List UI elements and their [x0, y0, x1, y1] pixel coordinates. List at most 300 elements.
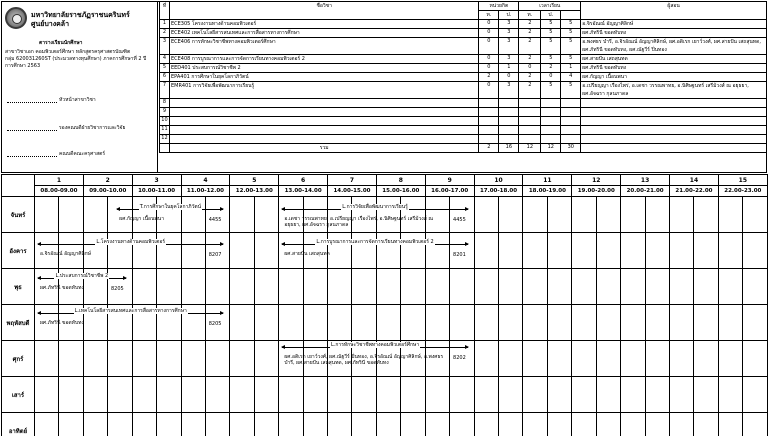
period-time: 09.00-10.00	[83, 186, 132, 197]
university-seal-icon	[5, 7, 27, 29]
time-slot	[108, 341, 132, 377]
course-cell-c4	[541, 117, 561, 126]
time-slot	[596, 413, 620, 436]
course-cell-c1: 0	[479, 82, 499, 99]
header-panel	[1, 1, 158, 173]
time-slot	[132, 413, 156, 436]
time-slot	[474, 233, 498, 269]
program-line-2: กลุ่ม 620031260ST (ประมวลทางทุนศึกษา) ภาคการศึกษาที่ 2 ปี	[5, 56, 147, 62]
time-slot	[499, 305, 523, 341]
course-cell-c2: 1	[499, 64, 519, 73]
course-cell-course: EPA401 การศึกษาในยุคโลกาภิวัตน์	[169, 73, 478, 82]
period-time: 18.00-19.00	[523, 186, 572, 197]
header-instructor: ผู้สอน	[581, 2, 767, 20]
period-number: 14	[670, 175, 719, 186]
time-slot	[59, 341, 83, 377]
time-slot	[254, 377, 278, 413]
course-cell-no: 1	[160, 20, 170, 29]
time-slot	[621, 305, 645, 341]
course-row	[160, 73, 767, 82]
time-slot	[230, 269, 254, 305]
course-cell-c3: 2	[519, 55, 541, 64]
class-name	[117, 203, 223, 211]
day-name: จันทร์	[2, 197, 35, 233]
period-time: 20.00-21.00	[621, 186, 670, 197]
time-slot	[132, 269, 156, 305]
time-slot	[718, 377, 742, 413]
course-cell-no: 10	[160, 117, 170, 126]
header-course: ชื่อวิชา	[169, 2, 478, 20]
time-slot	[547, 341, 571, 377]
time-slot	[572, 197, 596, 233]
course-cell-c5: 5	[561, 38, 581, 55]
time-slot	[743, 305, 767, 341]
day-name: อังคาร	[2, 233, 35, 269]
class-block[interactable]	[38, 309, 223, 335]
period-time: 11.00-12.00	[181, 186, 230, 197]
period-number: 5	[230, 175, 279, 186]
time-slot	[670, 233, 694, 269]
university-name: มหาวิทยาลัยราชภัฏราชนครินทร์	[31, 11, 130, 19]
period-time: 21.00-22.00	[670, 186, 719, 197]
time-slot	[743, 413, 767, 436]
class-name	[38, 307, 223, 315]
time-slot	[718, 413, 742, 436]
time-slot	[621, 233, 645, 269]
time-slot	[450, 269, 474, 305]
class-name	[282, 341, 467, 349]
time-slot	[35, 341, 59, 377]
total-cell: 2	[479, 144, 499, 153]
time-slot	[694, 197, 718, 233]
time-slot	[132, 341, 156, 377]
time-slot	[743, 341, 767, 377]
period-time: 14.00-15.00	[328, 186, 377, 197]
time-slot	[694, 413, 718, 436]
time-slot	[83, 377, 107, 413]
course-cell-c1	[479, 126, 499, 135]
course-cell-c5: 4	[561, 73, 581, 82]
course-cell-teacher: ผศ.ภัทรินี ขอดทับทง	[581, 64, 767, 73]
course-cell-c2	[499, 108, 519, 117]
time-slot	[254, 305, 278, 341]
period-number: 11	[523, 175, 572, 186]
class-block[interactable]	[282, 343, 467, 369]
time-slot	[230, 413, 254, 436]
course-cell-c3: 2	[519, 73, 541, 82]
time-slot	[694, 269, 718, 305]
course-cell-teacher	[581, 117, 767, 126]
time-slot	[596, 233, 620, 269]
course-cell-c3	[519, 135, 541, 144]
time-slot	[499, 269, 523, 305]
time-slot	[572, 305, 596, 341]
period-time: 08.00-09.00	[35, 186, 84, 197]
time-slot	[670, 413, 694, 436]
course-cell-course	[169, 135, 478, 144]
course-cell-no: 9	[160, 108, 170, 117]
course-cell-c4: 2	[541, 64, 561, 73]
class-room: 8205	[208, 320, 222, 327]
course-cell-c4: 5	[541, 20, 561, 29]
time-slot	[450, 377, 474, 413]
time-slot	[547, 269, 571, 305]
course-row	[160, 55, 767, 64]
time-slot	[547, 197, 571, 233]
time-slot	[596, 341, 620, 377]
course-cell-c2: 3	[499, 38, 519, 55]
header-no: ที่	[160, 2, 170, 20]
time-slot	[157, 377, 181, 413]
time-slot	[572, 233, 596, 269]
class-block[interactable]	[38, 274, 126, 300]
time-slot	[132, 377, 156, 413]
day-name: อาทิตย์	[2, 413, 35, 436]
time-slot	[499, 377, 523, 413]
course-row	[160, 29, 767, 38]
header-blank	[561, 11, 581, 20]
class-room: 8201	[453, 251, 466, 258]
course-cell-course: EMR401 การวิจัยเพื่อพัฒนาการเรียนรู้	[169, 82, 478, 99]
course-cell-course	[169, 117, 478, 126]
signature-line	[7, 102, 57, 103]
time-slot	[547, 305, 571, 341]
course-cell-c5	[561, 126, 581, 135]
class-teacher: อ.จิรอัณณ์ อัญญาศิลิกษ์	[40, 250, 91, 257]
time-slot	[645, 305, 669, 341]
course-cell-c3	[519, 99, 541, 108]
time-slot	[230, 341, 254, 377]
time-slot	[35, 413, 59, 436]
time-slot	[596, 197, 620, 233]
course-cell-c2	[499, 126, 519, 135]
time-slot	[670, 377, 694, 413]
time-slot	[59, 377, 83, 413]
course-cell-teacher: อ.เปรียญญา เรืองไพร่, อ.เดชา วรรณพาทย, อ.นิศิษฐนทร์ เสรีม้วงส์ ณ อยุธยา, ผศ.อัจฉรา กุลนภาดล	[581, 82, 767, 99]
course-cell-c1	[479, 99, 499, 108]
header-credit: หน่วยกิต	[479, 2, 519, 11]
day-name: พฤหัสบดี	[2, 305, 35, 341]
signature-title-1: หัวหน้าสาขาวิชา	[59, 97, 96, 103]
class-room: 4455	[453, 217, 466, 223]
time-slot	[328, 413, 352, 436]
time-slot	[645, 341, 669, 377]
time-slot	[181, 269, 205, 305]
time-slot	[376, 413, 400, 436]
course-cell-c1: 2	[479, 73, 499, 82]
course-cell-c1: 0	[479, 64, 499, 73]
course-cell-c1: 0	[479, 20, 499, 29]
period-number: 2	[83, 175, 132, 186]
time-slot	[474, 377, 498, 413]
time-slot	[425, 269, 449, 305]
time-slot	[547, 377, 571, 413]
course-cell-c2	[499, 117, 519, 126]
course-cell-no: 5	[160, 64, 170, 73]
total-label: รวม	[169, 144, 478, 153]
time-slot	[499, 341, 523, 377]
class-name	[38, 272, 126, 280]
total-cell: 12	[541, 144, 561, 153]
course-cell-c3: 2	[519, 38, 541, 55]
class-room: 8205	[110, 286, 124, 292]
course-row	[160, 99, 767, 108]
class-name	[38, 238, 223, 246]
time-slot	[645, 413, 669, 436]
course-cell-c4: 5	[541, 55, 561, 64]
time-slot	[621, 197, 645, 233]
course-cell-c3	[519, 117, 541, 126]
time-slot	[523, 377, 547, 413]
course-cell-c4: 5	[541, 82, 561, 99]
program-line-3: การศึกษา 2563	[5, 63, 41, 69]
course-cell-c5	[561, 99, 581, 108]
period-number: 9	[425, 175, 474, 186]
time-slot	[572, 341, 596, 377]
time-slot	[718, 233, 742, 269]
time-slot	[670, 197, 694, 233]
time-slot	[254, 269, 278, 305]
class-name	[282, 238, 467, 246]
time-slot	[352, 269, 376, 305]
course-cell-course	[169, 126, 478, 135]
time-slot	[279, 305, 303, 341]
course-cell-teacher: ผศ.สายปัน เสถสุนทด	[581, 55, 767, 64]
course-cell-course: ECE305 โครงงานทางด้านคอมพิวเตอร์	[169, 20, 478, 29]
class-name-text: L.การวิจัยเพื่อพัฒนาการเรียนรู้	[342, 204, 408, 210]
time-slot	[694, 377, 718, 413]
time-slot	[83, 413, 107, 436]
class-teacher: ผศ.ภัทรินี ขอดทับทง	[40, 285, 84, 291]
class-block[interactable]	[282, 205, 467, 231]
period-time: 12.00-13.00	[230, 186, 279, 197]
time-slot	[743, 233, 767, 269]
program-line-1: สาขาวิชาเอก คอมพิวเตอร์ศึกษา หลักสูตรครุศาสตรบัณฑิต	[5, 49, 131, 55]
course-cell-c4	[541, 108, 561, 117]
time-slot	[743, 197, 767, 233]
time-slot	[254, 233, 278, 269]
course-cell-teacher	[581, 99, 767, 108]
period-time: 16.00-17.00	[425, 186, 474, 197]
class-name	[282, 203, 467, 211]
course-cell-no: 6	[160, 73, 170, 82]
course-cell-c3: 2	[519, 20, 541, 29]
class-teacher: ผศ.กัญญา เนื้อนพนา	[119, 216, 165, 222]
time-slot	[254, 197, 278, 233]
time-slot	[425, 305, 449, 341]
time-slot	[108, 377, 132, 413]
course-cell-teacher: อ.จิรอัณณ์ อัญญาศิลิกษ์	[581, 20, 767, 29]
time-slot	[718, 305, 742, 341]
course-row	[160, 20, 767, 29]
time-slot	[205, 269, 229, 305]
time-slot	[108, 413, 132, 436]
class-name-text: L.เทคโนโลยีสารสนเทศและการสื่อสารทางการศึกษา	[74, 307, 187, 314]
time-slot	[425, 413, 449, 436]
course-cell-teacher	[581, 108, 767, 117]
time-slot	[547, 233, 571, 269]
time-slot	[59, 197, 83, 233]
time-slot	[621, 269, 645, 305]
signature-title-2: รองคณบดีฝ่ายวิชาการและวิจัย	[59, 125, 126, 131]
class-block[interactable]	[282, 240, 467, 266]
period-time: 10.00-11.00	[132, 186, 181, 197]
time-slot	[303, 413, 327, 436]
class-name-text: L.โครงงานทางด้านคอมพิวเตอร์	[96, 238, 166, 245]
day-row	[2, 413, 768, 436]
time-slot	[743, 377, 767, 413]
class-block[interactable]	[38, 240, 223, 266]
course-cell-c4	[541, 126, 561, 135]
time-slot	[523, 233, 547, 269]
time-slot	[474, 305, 498, 341]
course-row	[160, 64, 767, 73]
time-slot	[230, 377, 254, 413]
time-slot	[743, 269, 767, 305]
period-time: 13.00-14.00	[279, 186, 328, 197]
total-blank	[581, 144, 767, 153]
period-time: 22.00-23.00	[718, 186, 767, 197]
time-slot	[59, 413, 83, 436]
course-cell-course: ECE408 การบูรณาการและการจัดการเรียนทางคอมพิวเตอร์ 2	[169, 55, 478, 64]
time-slot	[645, 233, 669, 269]
time-slot	[401, 269, 425, 305]
total-cell: 30	[561, 144, 581, 153]
course-cell-course: ECE406 การทักษะวิชาชีพทางคอมพิวเตอร์ศึกษา	[169, 38, 478, 55]
course-cell-no: 4	[160, 55, 170, 64]
time-slot	[181, 413, 205, 436]
course-cell-no: 3	[160, 38, 170, 55]
period-time: 19.00-20.00	[572, 186, 621, 197]
period-number: 1	[35, 175, 84, 186]
day-name: พุธ	[2, 269, 35, 305]
course-cell-teacher: ผศ.กัญญา เนื้อนพนา	[581, 73, 767, 82]
time-slot	[401, 413, 425, 436]
time-slot	[596, 269, 620, 305]
period-number: 7	[328, 175, 377, 186]
course-cell-c5: 5	[561, 29, 581, 38]
course-table	[159, 1, 767, 153]
course-cell-c3	[519, 126, 541, 135]
course-row	[160, 135, 767, 144]
time-slot	[474, 341, 498, 377]
time-slot	[645, 197, 669, 233]
time-slot	[572, 413, 596, 436]
signature-line	[7, 130, 57, 131]
time-slot	[523, 197, 547, 233]
course-cell-course: EED401 ประสบการณ์วิชาชีพ 2	[169, 64, 478, 73]
period-number: 8	[376, 175, 425, 186]
class-teacher: อ.เดชา วรรณพาทย, อ.เปรียญญา เรืองไพร่, อ.นิศิษฐนทร์ เสรีม้วงส์ ณ อยุธยา, ผศ.อัจฉรา กุลนภาดล	[284, 216, 434, 228]
course-cell-c5: 1	[561, 64, 581, 73]
class-name-text: L.การทักษะวิชาชีพทางคอมพิวเตอร์ศึกษา	[330, 342, 420, 348]
period-number: 15	[718, 175, 767, 186]
total-cell: 12	[519, 144, 541, 153]
time-slot	[303, 377, 327, 413]
time-slot	[230, 233, 254, 269]
course-cell-c1: 0	[479, 29, 499, 38]
course-cell-c4	[541, 99, 561, 108]
time-slot	[670, 341, 694, 377]
course-cell-c3: 0	[519, 64, 541, 73]
header-theory-hours: ท.	[519, 11, 541, 20]
period-number: 4	[181, 175, 230, 186]
time-slot	[230, 305, 254, 341]
course-cell-c2: 3	[499, 55, 519, 64]
corner-cell	[2, 175, 35, 197]
time-slot	[303, 305, 327, 341]
time-slot	[376, 269, 400, 305]
time-slot	[596, 377, 620, 413]
course-cell-no: 11	[160, 126, 170, 135]
course-cell-c4: 0	[541, 73, 561, 82]
time-slot	[572, 377, 596, 413]
day-name: เสาร์	[2, 377, 35, 413]
time-slot	[35, 377, 59, 413]
course-row	[160, 117, 767, 126]
course-cell-c3: 2	[519, 82, 541, 99]
course-cell-teacher: ผศ.ภัทรินี ขอดทับทง	[581, 29, 767, 38]
time-slot	[645, 377, 669, 413]
header-hours: เวลาเรียน	[519, 2, 581, 11]
course-cell-c2: 0	[499, 73, 519, 82]
time-slot	[352, 377, 376, 413]
time-slot	[474, 413, 498, 436]
course-cell-c4: 5	[541, 29, 561, 38]
class-room: 4455	[208, 217, 222, 223]
time-slot	[401, 377, 425, 413]
time-slot	[205, 341, 229, 377]
course-cell-c2: 3	[499, 82, 519, 99]
time-slot	[718, 269, 742, 305]
course-cell-teacher: อ.พงศธร บำรี, อ.จิรอัณณ์ อัญญาศิลิกษ์, ผศ.อดิเรก เยาว์วงศ์, ผศ.สายปัน เสถสุนทด, ผศ.ภัทรินี ขอดทับทง, ผศ.ณัฐวีร์ ปิ่นทอง	[581, 38, 767, 55]
course-cell-no: 7	[160, 82, 170, 99]
course-cell-c5	[561, 117, 581, 126]
course-cell-c1	[479, 108, 499, 117]
class-name-text: L.การบูรณาการและการจัดการเรียนทางคอมพิวเตอร์ 2	[316, 238, 434, 245]
time-slot	[523, 341, 547, 377]
period-number: 10	[474, 175, 523, 186]
header-practice-hours: ป.	[541, 11, 561, 20]
period-number: 6	[279, 175, 328, 186]
time-slot	[230, 197, 254, 233]
time-slot	[254, 413, 278, 436]
time-slot	[425, 377, 449, 413]
course-cell-c2: 3	[499, 20, 519, 29]
time-slot	[279, 377, 303, 413]
class-block[interactable]	[117, 205, 223, 231]
course-cell-c5	[561, 108, 581, 117]
course-row	[160, 126, 767, 135]
time-slot	[157, 413, 181, 436]
time-slot	[547, 413, 571, 436]
time-slot	[303, 269, 327, 305]
total-blank	[160, 144, 170, 153]
class-room: 8202	[453, 355, 466, 361]
class-room: 8207	[208, 251, 222, 258]
course-cell-c3	[519, 108, 541, 117]
time-slot	[352, 413, 376, 436]
course-cell-c5: 5	[561, 55, 581, 64]
header-practice: ป.	[499, 11, 519, 20]
time-slot	[181, 377, 205, 413]
class-teacher: ผศ.สายปัน เสถสุนทด	[284, 250, 330, 257]
period-time: 15.00-16.00	[376, 186, 425, 197]
time-slot	[157, 341, 181, 377]
time-slot	[670, 305, 694, 341]
time-slot	[328, 377, 352, 413]
time-slot	[694, 233, 718, 269]
